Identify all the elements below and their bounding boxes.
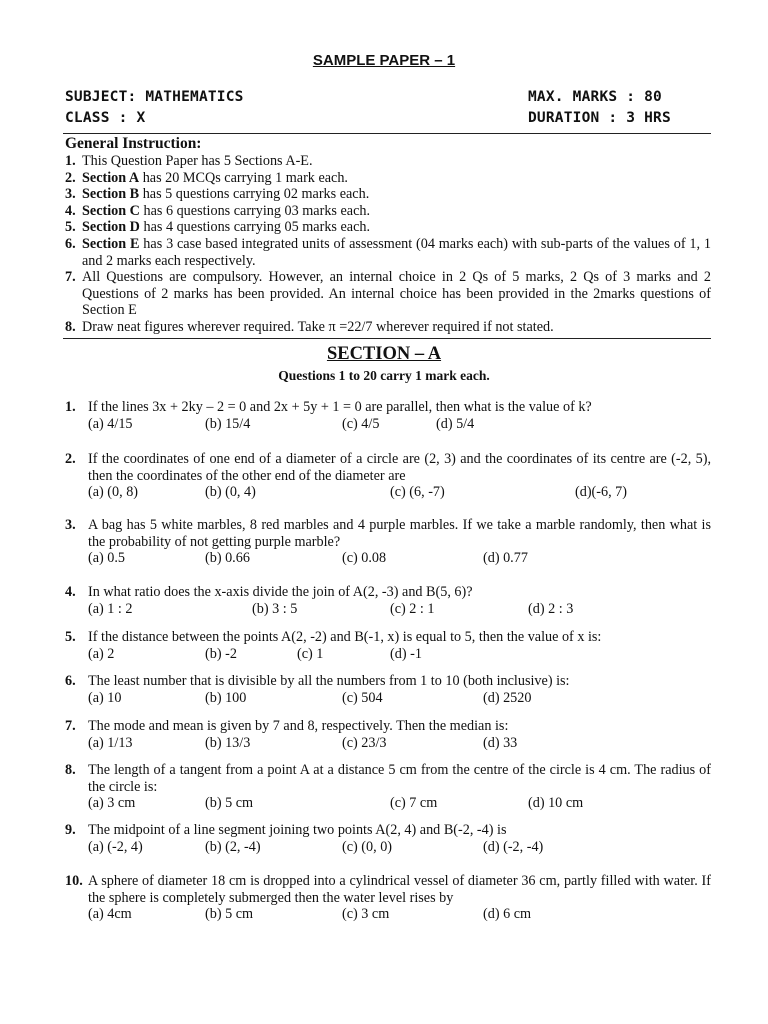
instruction-item <box>65 319 711 336</box>
question-text: In what ratio does the x-axis divide the join of A(2, -3) and B(5, 6)? <box>88 584 473 600</box>
answer-option: (a) 1 : 2 <box>88 600 133 617</box>
instruction-section-label: Section D <box>82 219 140 236</box>
question-item <box>65 584 711 618</box>
instruction-item <box>65 269 711 319</box>
answer-option: (b) 3 : 5 <box>252 600 298 617</box>
question-options <box>88 646 711 663</box>
answer-option: (c) 3 cm <box>342 906 390 923</box>
answer-option: (a) 10 <box>88 689 122 706</box>
instruction-section-label: Section A <box>82 169 140 186</box>
answer-option: (a) 1/13 <box>88 734 133 751</box>
question-item <box>65 399 711 433</box>
question-number: 1. <box>65 399 76 415</box>
subject-label: SUBJECT: MATHEMATICS <box>65 89 244 105</box>
answer-option: (a) (0, 8) <box>88 484 139 501</box>
answer-option: (c) 23/3 <box>342 734 387 751</box>
instruction-section-label: Section C <box>82 202 140 219</box>
instruction-text: Section D has 4 questions carrying 05 marks each. <box>82 219 371 236</box>
question-number: 4. <box>65 584 76 600</box>
instruction-number: 3. <box>65 186 76 203</box>
class-label: CLASS : X <box>65 110 146 126</box>
answer-option: (c) (6, -7) <box>390 484 445 501</box>
section-title: SECTION – A <box>326 344 442 364</box>
answer-option: (b) (2, -4) <box>205 838 261 855</box>
instruction-text: This Question Paper has 5 Sections A-E. <box>82 153 313 169</box>
instruction-item <box>65 170 711 187</box>
answer-option: (d) (-2, -4) <box>483 838 544 855</box>
answer-option: (d)(-6, 7) <box>575 484 627 501</box>
answer-option: (b) 100 <box>205 689 247 706</box>
question-text: If the lines 3x + 2ky – 2 = 0 and 2x + 5y + 1 = 0 are parallel, then what is the value of k? <box>88 399 592 415</box>
instruction-section-label: Section E <box>82 235 140 252</box>
instruction-number: 1. <box>65 153 76 169</box>
answer-option: (d) 2520 <box>483 689 532 706</box>
question-number: 9. <box>65 822 76 838</box>
answer-option: (c) 7 cm <box>390 795 438 812</box>
instruction-text: Draw neat figures wherever required. Take π =22/7 wherever required if not stated. <box>82 318 554 335</box>
question-options <box>88 906 711 923</box>
answer-option: (d) -1 <box>390 645 422 662</box>
instruction-section-label: Section B <box>82 186 140 203</box>
instruction-text: All Questions are compulsory. However, an internal choice in 2 Qs of 5 marks, 2 Qs of 3 marks and 2 Questions of 2 marks has been provided. An internal choice has been provided in the 2marks questions of Section E <box>82 269 711 319</box>
answer-option: (c) 2 : 1 <box>390 600 435 617</box>
answer-option: (a) (-2, 4) <box>88 838 143 855</box>
instruction-text: Section B has 5 questions carrying 02 marks each. <box>82 186 370 203</box>
answer-option: (b) 5 cm <box>205 795 254 812</box>
instruction-number: 8. <box>65 318 76 335</box>
question-item <box>65 718 711 752</box>
answer-option: (d) 5/4 <box>436 415 475 432</box>
question-text: The mode and mean is given by 7 and 8, respectively. Then the median is: <box>88 718 509 734</box>
question-options <box>88 839 711 856</box>
question-item <box>65 629 711 663</box>
question-number: 10. <box>65 873 83 889</box>
answer-option: (c) 504 <box>342 689 383 706</box>
question-item <box>65 517 711 567</box>
question-options <box>88 690 711 707</box>
instruction-item <box>65 219 711 236</box>
answer-option: (b) 13/3 <box>205 734 251 751</box>
instruction-number: 2. <box>65 169 76 186</box>
duration-label: DURATION : 3 HRS <box>528 110 671 126</box>
instruction-text: Section C has 6 questions carrying 03 marks each. <box>82 202 371 219</box>
answer-option: (a) 4/15 <box>88 415 133 432</box>
section-subtitle: Questions 1 to 20 carry 1 mark each. <box>278 368 490 383</box>
answer-option: (d) 10 cm <box>528 795 584 812</box>
instruction-text: Section E has 3 case based integrated units of assessment (04 marks each) with sub-parts of the values of 1, 1 and 2 marks each respectively. <box>82 235 711 269</box>
question-text: A bag has 5 white marbles, 8 red marbles and 4 purple marbles. If we take a marble randomly, then what is the probability of not getting purple marble? <box>88 517 711 550</box>
answer-option: (d) 33 <box>483 734 518 751</box>
question-text: The midpoint of a line segment joining two points A(2, 4) and B(-2, -4) is <box>88 822 507 838</box>
question-item <box>65 673 711 707</box>
question-item <box>65 873 711 923</box>
answer-option: (c) 1 <box>297 645 324 662</box>
question-options <box>88 795 711 812</box>
max-marks-label: MAX. MARKS : 80 <box>528 89 662 105</box>
question-number: 3. <box>65 517 76 533</box>
question-item <box>65 451 711 501</box>
answer-option: (b) 0.66 <box>205 550 250 567</box>
question-options <box>88 550 711 567</box>
question-options <box>88 601 711 618</box>
question-number: 8. <box>65 762 76 778</box>
instructions-divider <box>63 338 711 339</box>
question-text: The length of a tangent from a point A at a distance 5 cm from the centre of the circle is 4 cm. The radius of the circle is: <box>88 762 711 795</box>
question-options <box>88 484 711 501</box>
instruction-number: 6. <box>65 235 76 252</box>
question-text: A sphere of diameter 18 cm is dropped into a cylindrical vessel of diameter 36 cm, partly filled with water. If the sphere is completely submerged then the water level rises by <box>88 873 711 906</box>
answer-option: (a) 4cm <box>88 906 132 923</box>
instruction-number: 4. <box>65 202 76 219</box>
question-item <box>65 762 711 812</box>
answer-option: (a) 2 <box>88 645 115 662</box>
instruction-number: 7. <box>65 269 76 286</box>
question-text: If the coordinates of one end of a diameter of a circle are (2, 3) and the coordinates of its centre are (-2, 5), then the coordinates of the other end of the diameter are <box>88 451 711 484</box>
answer-option: (b) (0, 4) <box>205 484 256 501</box>
question-text: If the distance between the points A(2, -2) and B(-1, x) is equal to 5, then the value of x is: <box>88 629 602 645</box>
answer-option: (b) 15/4 <box>205 415 251 432</box>
header-divider <box>63 133 711 134</box>
question-number: 5. <box>65 629 76 645</box>
answer-option: (a) 3 cm <box>88 795 136 812</box>
instructions-list <box>65 153 711 336</box>
answer-option: (d) 6 cm <box>483 906 532 923</box>
answer-option: (d) 2 : 3 <box>528 600 574 617</box>
answer-option: (c) 4/5 <box>342 415 380 432</box>
answer-option: (c) 0.08 <box>342 550 387 567</box>
answer-option: (c) (0, 0) <box>342 838 393 855</box>
instruction-number: 5. <box>65 219 76 236</box>
question-text: The least number that is divisible by all the numbers from 1 to 10 (both inclusive) is: <box>88 673 570 689</box>
paper-title: SAMPLE PAPER – 1 <box>312 52 456 69</box>
instruction-item <box>65 153 711 170</box>
question-options <box>88 735 711 752</box>
answer-option: (b) -2 <box>205 645 237 662</box>
answer-option: (a) 0.5 <box>88 550 126 567</box>
question-number: 2. <box>65 451 76 467</box>
question-item <box>65 822 711 856</box>
question-number: 7. <box>65 718 76 734</box>
instructions-heading: General Instruction: <box>65 135 202 152</box>
question-options <box>88 416 711 433</box>
answer-option: (b) 5 cm <box>205 906 254 923</box>
answer-option: (d) 0.77 <box>483 550 528 567</box>
instruction-text: Section A has 20 MCQs carrying 1 mark each. <box>82 169 348 186</box>
question-number: 6. <box>65 673 76 689</box>
instruction-item <box>65 236 711 269</box>
instruction-item <box>65 203 711 220</box>
instruction-item <box>65 186 711 203</box>
